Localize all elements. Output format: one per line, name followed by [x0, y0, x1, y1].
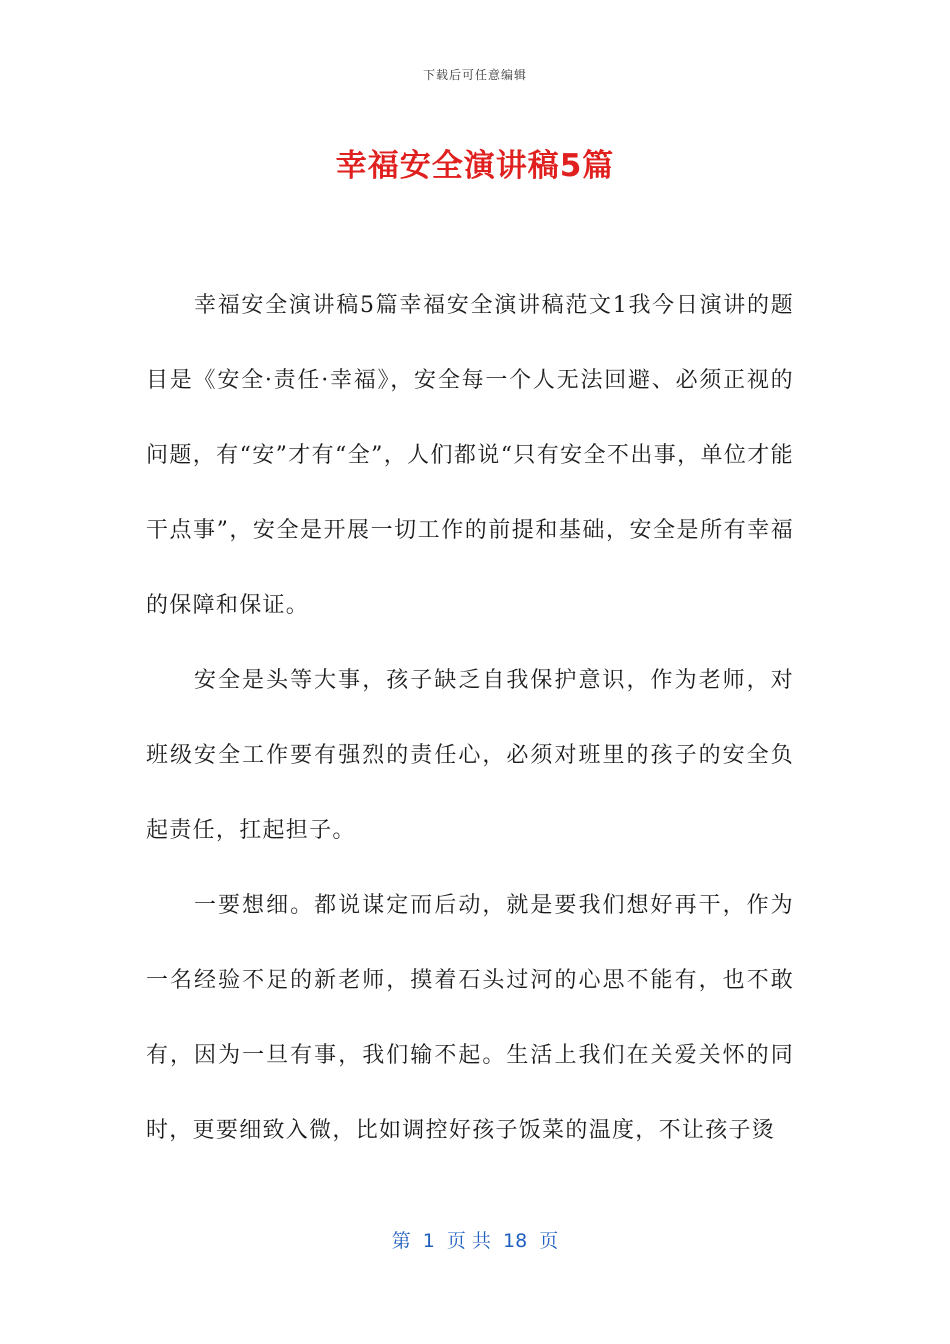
header-note: 下载后可任意编辑: [422, 68, 527, 82]
paragraph-2: 安全是头等大事，孩子缺乏自我保护意识，作为老师，对班级安全工作要有强烈的责任心，必须对班里的孩子的安全负起责任，扛起担子。: [146, 668, 794, 843]
paragraph-3: 一要想细。都说谋定而后动，就是要我们想好再干，作为一名经验不足的新老师，摸着石头过河的心思不能有，也不敢有，因为一旦有事，我们输不起。生活上我们在关爱关怀的同时，更要细致入微，比如调控好孩子饭菜的温度，不让孩子烫: [146, 893, 794, 1143]
page-footer: 第 1 页 共 18 页: [391, 1230, 559, 1252]
paragraph-1: 幸福安全演讲稿5篇幸福安全演讲稿范文1我今日演讲的题目是《安全·责任·幸福》，安全每一个人无法回避、必须正视的问题，有“安”才有“全”，人们都说“只有安全不出事，单位才能干点事”，安全是开展一切工作的前提和基础，安全是所有幸福的保障和保证。: [146, 293, 794, 618]
document-body: [146, 268, 794, 1168]
document-title: 幸福安全演讲稿5篇: [335, 148, 615, 184]
